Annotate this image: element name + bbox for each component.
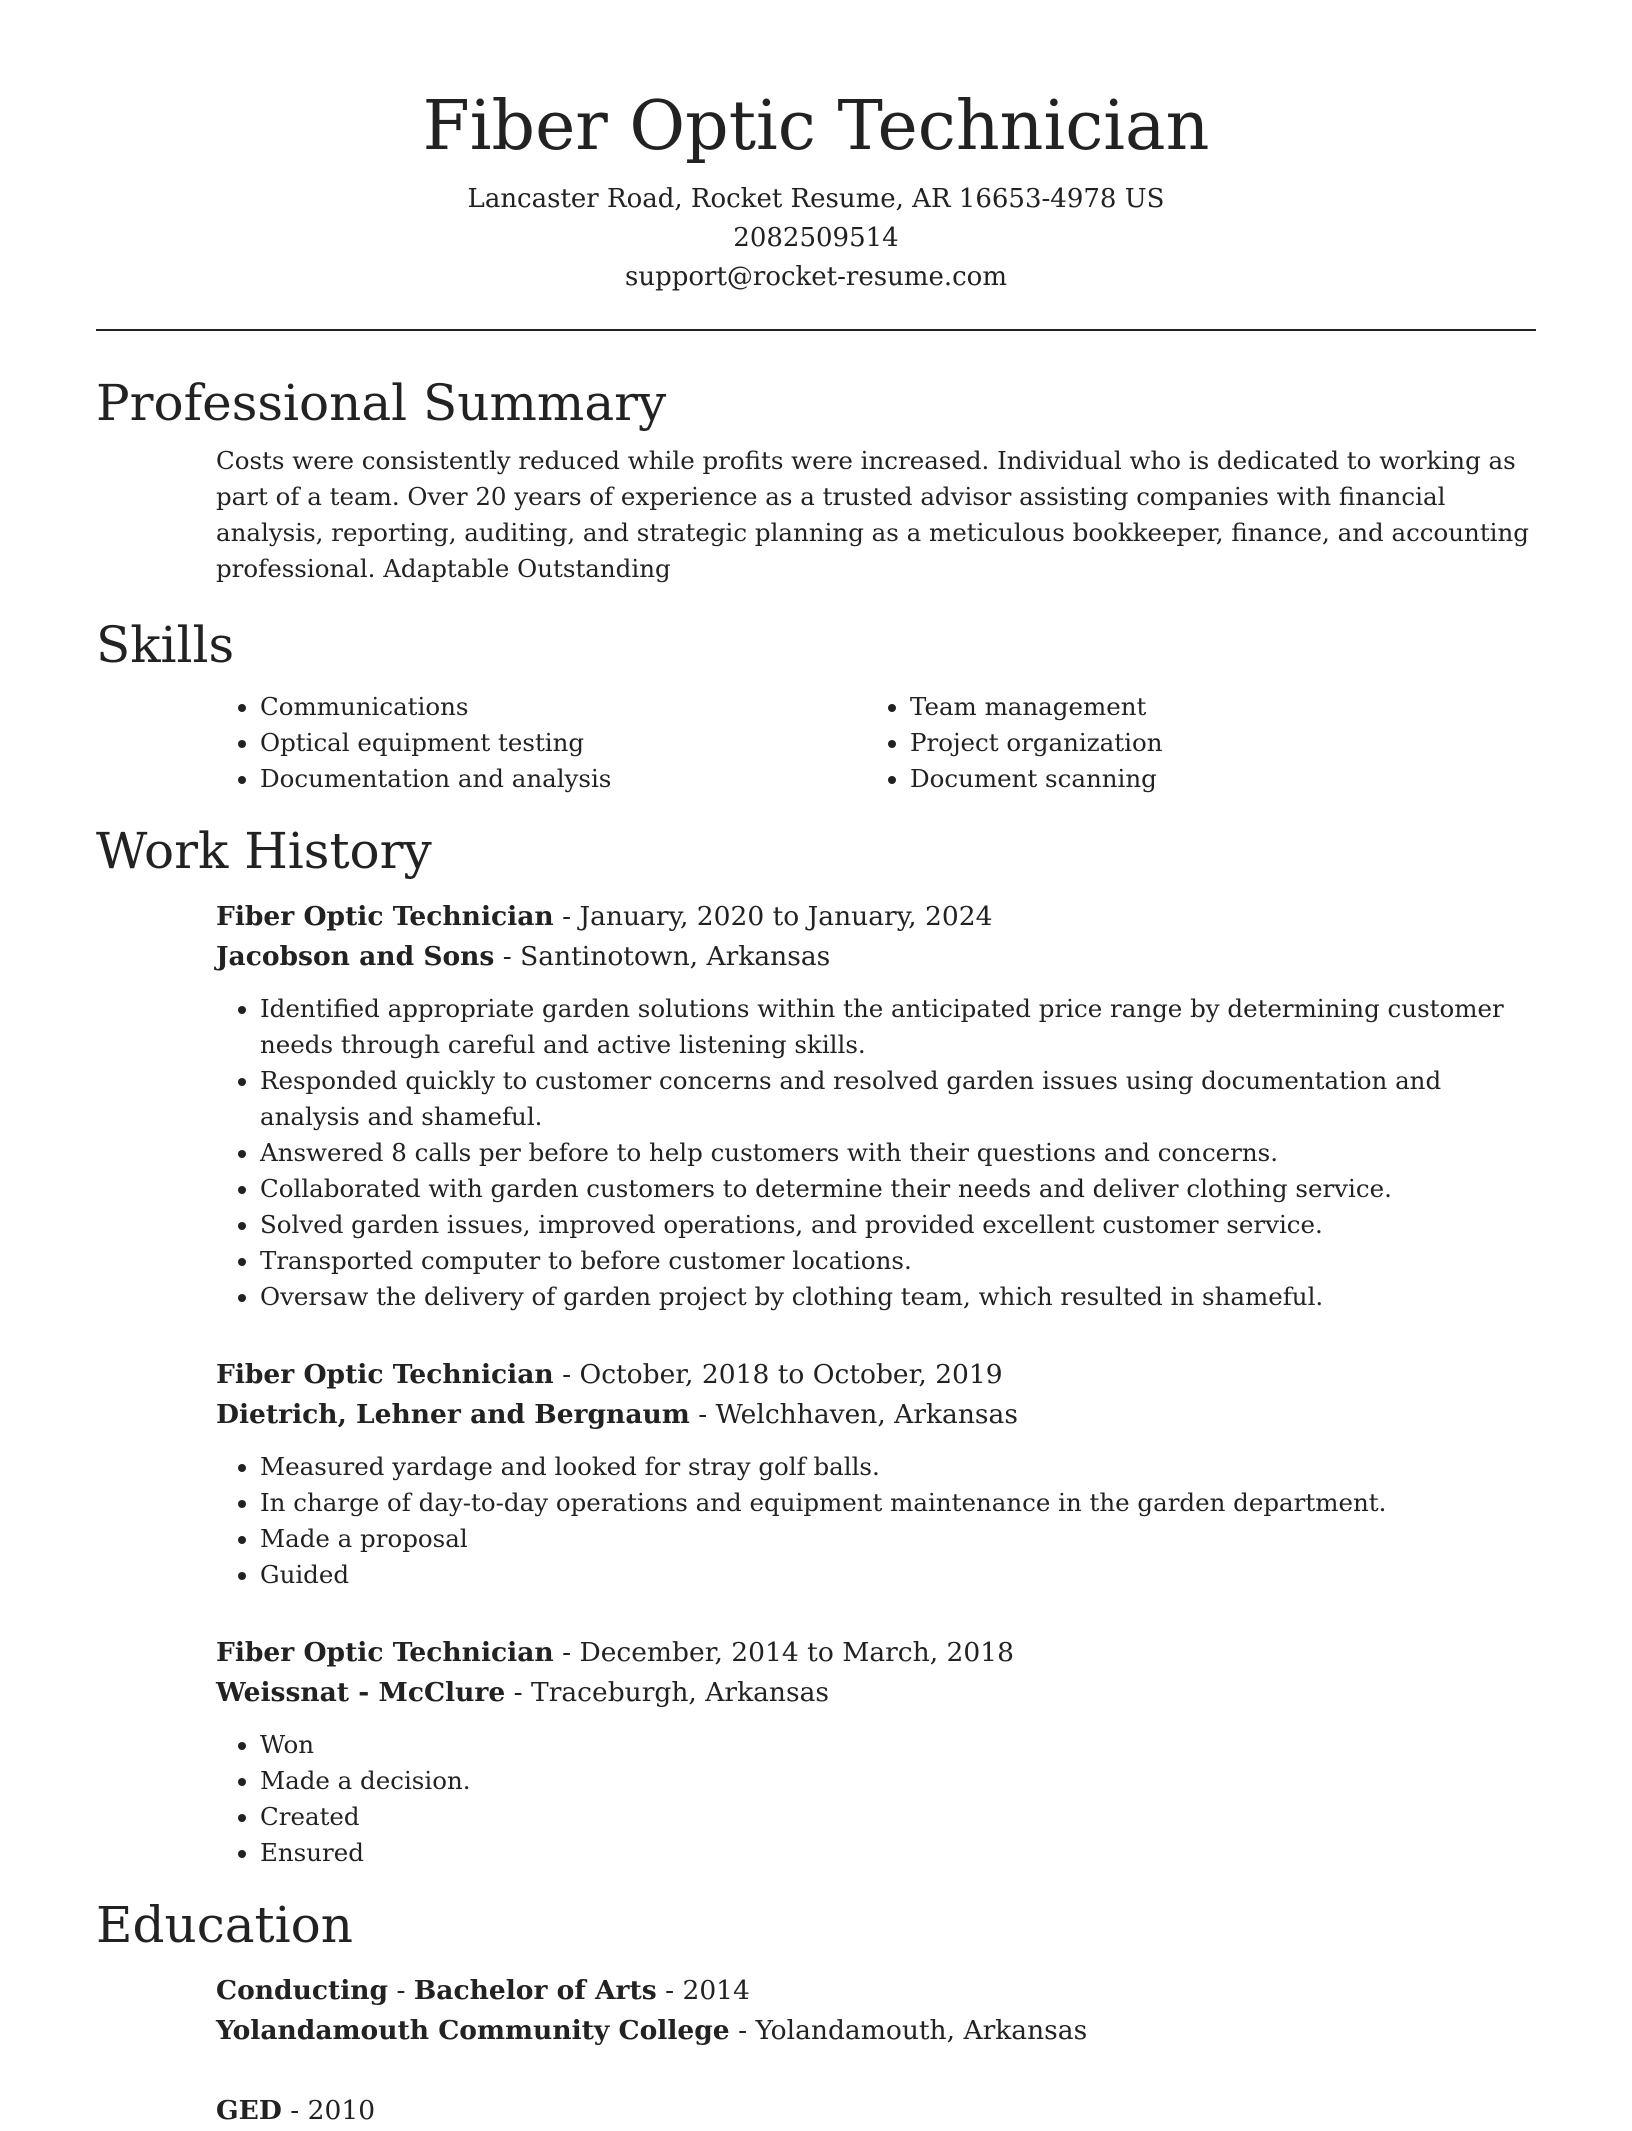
job-bullet: • Measured yardage and looked for stray golf balls. (260, 1449, 1536, 1485)
skills-section (96, 613, 1536, 797)
job-company: Weissnat - McClure (216, 1677, 506, 1708)
summary-text: Costs were consistently reduced while profits were increased. Individual who is dedicated to working as part of a team. Over 20 years of experience as a trusted advisor assisting companies with financial analysis, reporting, auditing, and strategic planning as a meticulous bookkeeper, finance, and accounting professional. Adaptable Outstanding (216, 446, 1529, 583)
job-bullet: • Made a decision. (260, 1763, 1536, 1799)
separator: - (505, 1677, 532, 1708)
education-degree-line (216, 1971, 1536, 2011)
job-title: Fiber Optic Technician (216, 901, 554, 932)
skills-column-right (866, 689, 1516, 797)
education-section (96, 1893, 1536, 2131)
job-title-line (216, 1633, 1536, 1673)
education-field: GED (216, 2095, 282, 2126)
summary-title: Professional Summary (96, 374, 667, 432)
skill-item: • Project organization (910, 725, 1516, 761)
education-school: Yolandamouth Community College (216, 2015, 730, 2046)
contact-address: Lancaster Road, Rocket Resume, AR 16653-4978 US (467, 184, 1165, 214)
job-company: Jacobson and Sons (216, 941, 495, 972)
job-bullets (216, 1449, 1536, 1593)
education-entry (216, 1971, 1536, 2051)
job-company-line (216, 937, 1536, 977)
skills-grid (216, 689, 1536, 797)
summary-body (96, 443, 1536, 587)
separator: - (553, 1637, 580, 1668)
job-title-line (216, 897, 1536, 937)
job-dates: December, 2014 to March, 2018 (579, 1637, 1014, 1668)
job-bullets (216, 991, 1536, 1315)
job-bullet: • Transported computer to before customer locations. (260, 1243, 1536, 1279)
education-body (96, 1971, 1536, 2131)
job-location: Traceburgh, Arkansas (531, 1677, 830, 1708)
resume-header (96, 0, 1536, 297)
job-dates: January, 2020 to January, 2024 (579, 901, 993, 932)
job-bullet: • Guided (260, 1557, 1536, 1593)
job-title: Fiber Optic Technician (216, 1637, 554, 1668)
job-title-line (216, 1355, 1536, 1395)
skills-title: Skills (96, 616, 235, 674)
skill-item: • Team management (910, 689, 1516, 725)
separator: - (494, 941, 521, 972)
job-company: Dietrich, Lehner and Bergnaum (216, 1399, 690, 1430)
education-year: 2014 (682, 1975, 750, 2006)
job-company-line (216, 1395, 1536, 1435)
job-bullet: • Identified appropriate garden solutions within the anticipated price range by determining customer needs through careful and active listening skills. (260, 991, 1536, 1063)
separator: - (656, 1975, 683, 2006)
contact-email: support@rocket-resume.com (624, 262, 1007, 292)
separator: - (281, 2095, 308, 2126)
job-company-line (216, 1673, 1536, 1713)
separator: - (388, 1975, 414, 2006)
education-school-line (216, 2011, 1536, 2051)
separator: - (729, 2015, 756, 2046)
job-bullet: • Made a proposal (260, 1521, 1536, 1557)
job-location: Welchhaven, Arkansas (715, 1399, 1018, 1430)
contact-block (96, 180, 1536, 297)
job-bullet: • Responded quickly to customer concerns and resolved garden issues using documentation and analysis and shameful. (260, 1063, 1536, 1135)
education-field: Conducting (216, 1975, 389, 2006)
skills-body (96, 689, 1536, 797)
separator: - (553, 1359, 580, 1390)
job-entry (216, 1633, 1536, 1871)
education-degree-line (216, 2091, 1536, 2131)
contact-phone: 2082509514 (733, 223, 899, 253)
summary-section (96, 371, 1536, 587)
candidate-name: Fiber Optic Technician (422, 87, 1210, 166)
separator: - (689, 1399, 716, 1430)
education-year: 2010 (307, 2095, 376, 2126)
education-title: Education (96, 1896, 353, 1954)
education-entry (216, 2091, 1536, 2131)
work-history-section (96, 819, 1536, 1871)
job-bullet: • In charge of day-to-day operations and equipment maintenance in the garden department. (260, 1485, 1536, 1521)
job-bullet: • Answered 8 calls per before to help customers with their questions and concerns. (260, 1135, 1536, 1171)
header-divider (96, 329, 1536, 331)
job-bullet: • Oversaw the delivery of garden project by clothing team, which resulted in shameful. (260, 1279, 1536, 1315)
job-title: Fiber Optic Technician (216, 1359, 554, 1390)
job-bullet: • Ensured (260, 1835, 1536, 1871)
job-dates: October, 2018 to October, 2019 (579, 1359, 1003, 1390)
skill-item: • Document scanning (910, 761, 1516, 797)
skills-list-left (216, 689, 866, 797)
education-degree: Bachelor of Arts (413, 1975, 657, 2006)
job-entry (216, 1355, 1536, 1593)
skill-item: • Communications (260, 689, 866, 725)
skills-column-left (216, 689, 866, 797)
job-bullets (216, 1727, 1536, 1871)
skill-item: • Documentation and analysis (260, 761, 866, 797)
skill-item: • Optical equipment testing (260, 725, 866, 761)
job-location: Santinotown, Arkansas (520, 941, 831, 972)
skills-list-right (866, 689, 1516, 797)
job-bullet: • Collaborated with garden customers to determine their needs and deliver clothing service. (260, 1171, 1536, 1207)
education-location: Yolandamouth, Arkansas (755, 2015, 1088, 2046)
job-bullet: • Created (260, 1799, 1536, 1835)
job-bullet: • Won (260, 1727, 1536, 1763)
job-bullet: • Solved garden issues, improved operations, and provided excellent customer service. (260, 1207, 1536, 1243)
work-history-title: Work History (96, 822, 432, 880)
job-entry (216, 897, 1536, 1315)
work-history-body (96, 897, 1536, 1871)
separator: - (553, 901, 580, 932)
